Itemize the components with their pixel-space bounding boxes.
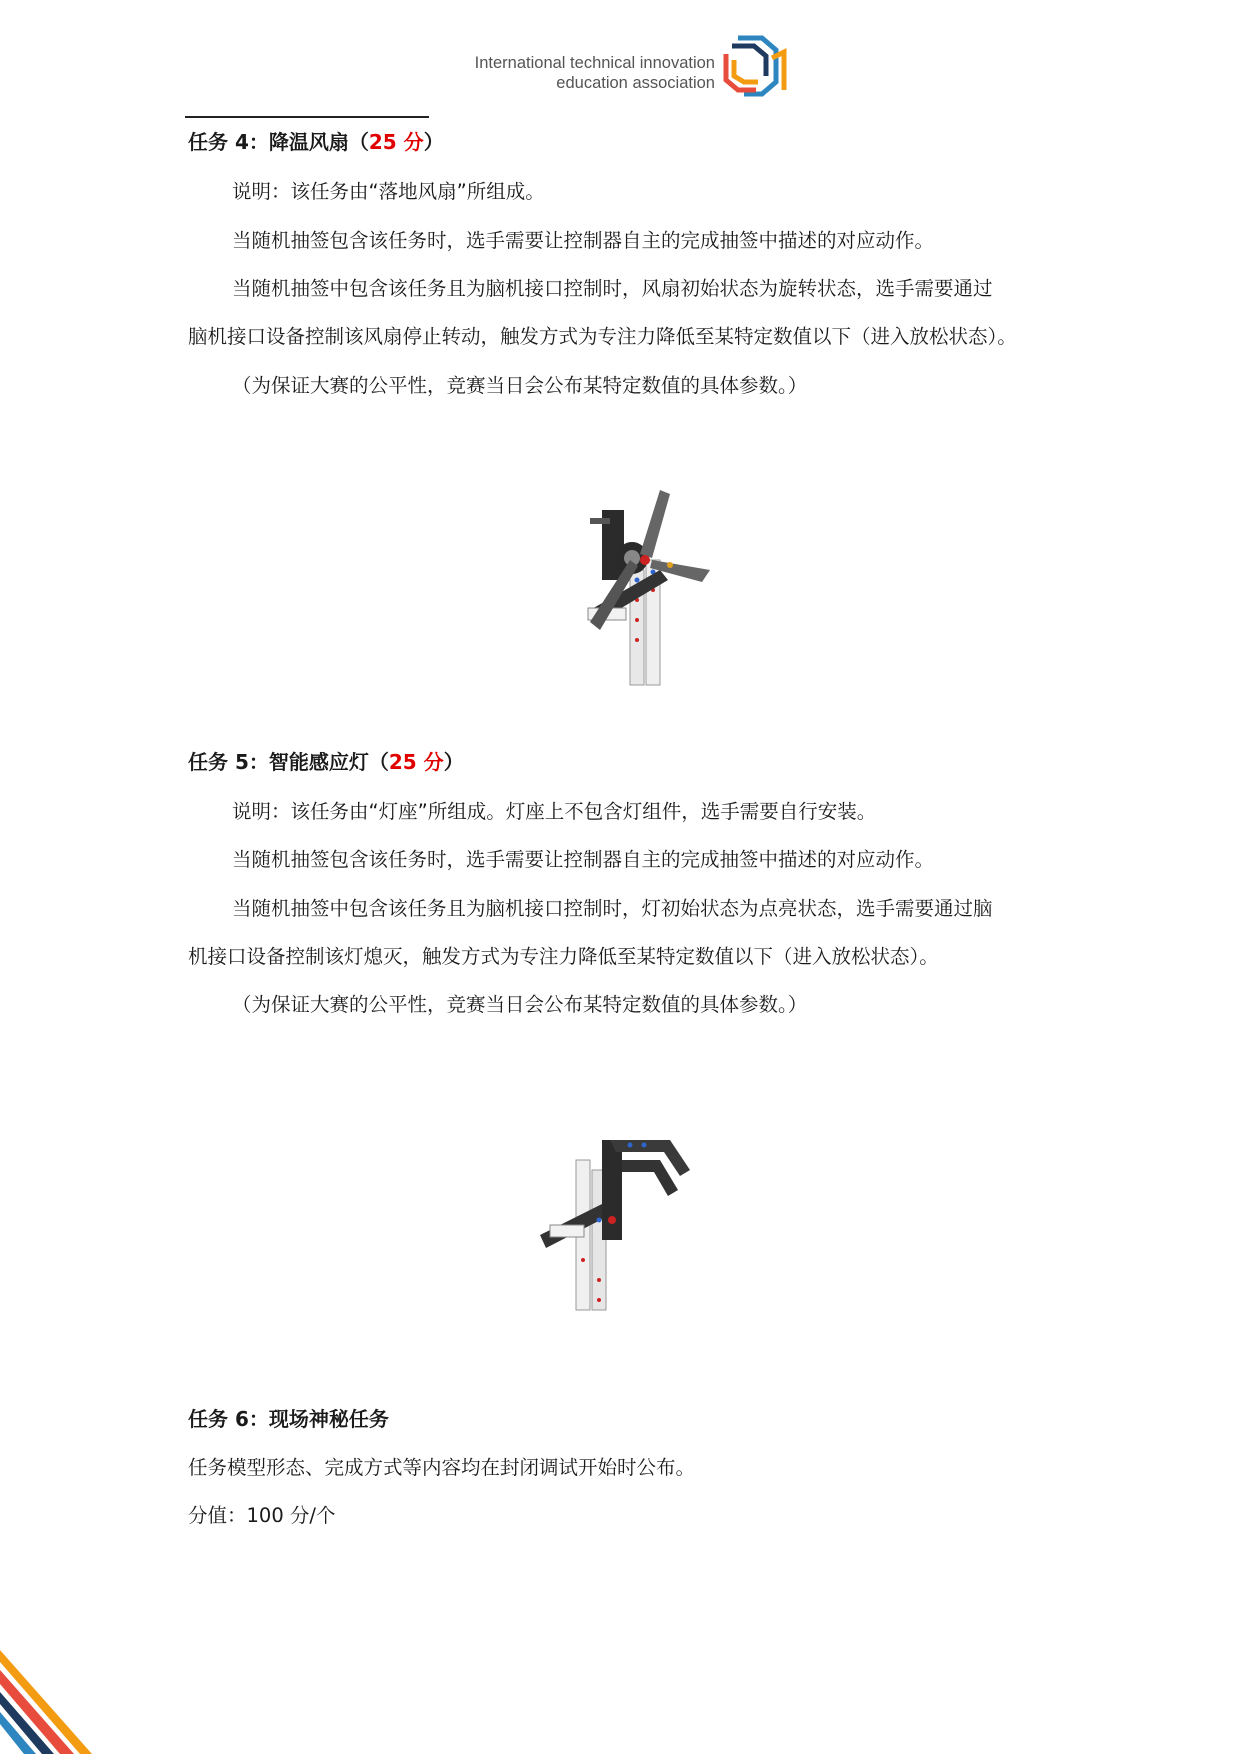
task5-note: （为保证大赛的公平性，竞赛当日会公布某特定数值的具体参数。） bbox=[232, 993, 808, 1016]
task4-score: 25 分 bbox=[368, 130, 424, 154]
corner-stripes-decoration bbox=[0, 1640, 100, 1754]
task4-para2-line2: 脑机接口设备控制该风扇停止转动，触发方式为专注力降低至某特定数值以下（进入放松状态）。 bbox=[188, 325, 1017, 348]
task6-score-line: 分值：100 分/个 bbox=[188, 1504, 336, 1527]
task4-note: （为保证大赛的公平性，竞赛当日会公布某特定数值的具体参数。） bbox=[232, 374, 808, 397]
task4-title-prefix: 任务 4：降温风扇（ bbox=[188, 130, 369, 154]
task4-title-suffix: ） bbox=[423, 130, 444, 154]
task5-para2-line1: 当随机抽签中包含该任务且为脑机接口控制时，灯初始状态为点亮状态，选手需要通过脑 bbox=[232, 897, 993, 920]
association-logo bbox=[718, 30, 792, 100]
task5-desc: 说明：该任务由“灯座”所组成。灯座上不包含灯组件，选手需要自行安装。 bbox=[232, 800, 877, 823]
task4-desc: 说明：该任务由“落地风扇”所组成。 bbox=[232, 180, 545, 203]
org-name-line2: education association bbox=[556, 74, 715, 92]
org-name bbox=[475, 53, 715, 93]
task5-score: 25 分 bbox=[388, 750, 444, 774]
task6-title: 任务 6：现场神秘任务 bbox=[188, 1407, 389, 1431]
task5-para1: 当随机抽签包含该任务时，选手需要让控制器自主的完成抽签中描述的对应动作。 bbox=[232, 848, 935, 871]
task6-desc: 任务模型形态、完成方式等内容均在封闭调试开始时公布。 bbox=[188, 1456, 696, 1479]
task5-title-prefix: 任务 5：智能感应灯（ bbox=[188, 750, 389, 774]
task4-para1: 当随机抽签包含该任务时，选手需要让控制器自主的完成抽签中描述的对应动作。 bbox=[232, 229, 935, 252]
org-name-line1: International technical innovation bbox=[474, 54, 715, 72]
header-rule bbox=[185, 116, 429, 118]
task5-title-suffix: ） bbox=[443, 750, 464, 774]
task5-para2-line2: 机接口设备控制该灯熄灭，触发方式为专注力降低至某特定数值以下（进入放松状态）。 bbox=[188, 945, 939, 968]
task4-para2-line1: 当随机抽签中包含该任务且为脑机接口控制时，风扇初始状态为旋转状态，选手需要通过 bbox=[232, 277, 993, 300]
floor-fan-model-image bbox=[560, 480, 740, 690]
lamp-base-model-image bbox=[530, 1130, 730, 1320]
task5-title bbox=[188, 750, 464, 774]
task4-title bbox=[188, 130, 444, 154]
